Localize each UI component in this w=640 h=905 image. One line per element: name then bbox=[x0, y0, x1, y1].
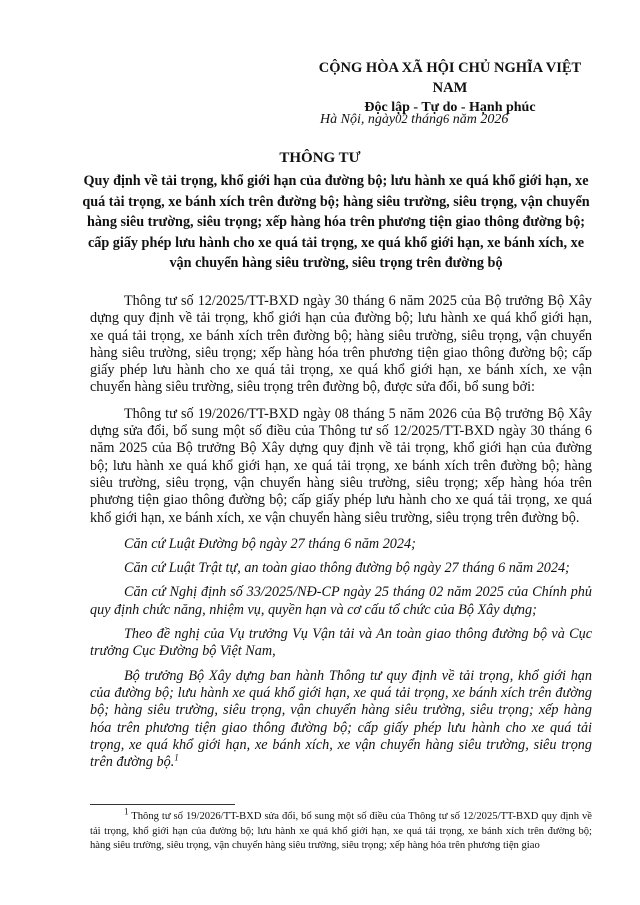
proposal-statement: Theo đề nghị của Vụ trưởng Vụ Vận tải và An toàn giao thông đường bộ và Cục trưởng Cục Đường bộ Việt Nam, bbox=[90, 626, 592, 660]
issuance-text: Bộ trưởng Bộ Xây dựng ban hành Thông tư quy định về tải trọng, khổ giới hạn của đường bộ; lưu hành xe quá khổ giới hạn, xe quá tải trọng, xe bánh xích trên đường bộ; hàng siêu trường, siêu trọng, vận chuyển hàng siêu trường, siêu trọng; xếp hàng hóa trên phương tiện giao thông đường bộ; cấp giấy phép lưu hành cho xe quá tải trọng, xe quá khổ giới hạn, xe bánh xích, xe vận chuyển hàng siêu trường, siêu trọng trên đường bộ. bbox=[90, 667, 592, 771]
paragraph-amending-circular: Thông tư số 19/2026/TT-BXD ngày 08 tháng 5 năm 2026 của Bộ trưởng Bộ Xây dựng sửa đổi, bổ sung một số điều của Thông tư số 12/2025/TT-BXD ngày 30 tháng 6 năm 2025 của Bộ trưởng Bộ Xây dựng quy định về tải trọng, khổ giới hạn của đường bộ; lưu hành xe quá khổ giới hạn, xe quá tải trọng, xe bánh xích trên đường bộ; hàng siêu trường, siêu trọng, vận chuyển hàng siêu trường, siêu trọng; xếp hàng hóa trên phương tiện giao thông đường bộ; cấp giấy phép lưu hành cho xe quá tải trọng, xe quá khổ giới hạn, xe bánh xích, xe vận chuyển hàng siêu trường, siêu trọng trên đường bộ. bbox=[90, 405, 592, 526]
paragraph-original-circular: Thông tư số 12/2025/TT-BXD ngày 30 tháng 6 năm 2025 của Bộ trưởng Bộ Xây dựng quy định về tải trọng, khổ giới hạn của đường bộ; lưu hành xe quá khổ giới hạn, xe quá tải trọng, xe bánh xích trên đường bộ; hàng siêu trường, siêu trọng, vận chuyển hàng siêu trường, siêu trọng; xếp hàng hóa trên phương tiện giao thông đường bộ; cấp giấy phép lưu hành cho xe quá tải trọng, xe quá khổ giới hạn, xe bánh xích, xe vận chuyển hàng siêu trường, siêu trọng trên đường bộ, được sửa đổi, bổ sung bởi: bbox=[90, 293, 592, 396]
legal-basis-traffic-law: Căn cứ Luật Trật tự, an toàn giao thông đường bộ ngày 27 tháng 6 năm 2024; bbox=[124, 560, 570, 577]
issuance-statement bbox=[90, 668, 592, 772]
date-year: năm 2026 bbox=[452, 112, 509, 127]
date-prefix: Hà Nội, ngày bbox=[320, 112, 396, 127]
footnote-divider bbox=[90, 804, 235, 805]
country-name: CỘNG HÒA XÃ HỘI CHỦ NGHĨA VIỆT NAM bbox=[318, 60, 582, 96]
footnote-reference[interactable]: 1 bbox=[174, 752, 179, 763]
footnote-text: Thông tư số 19/2026/TT-BXD sửa đổi, bổ sung một số điều của Thông tư số 12/2025/TT-BXD quy định về tải trọng, khổ giới hạn của đường bộ; lưu hành xe quá khổ giới hạn, xe quá tải trọng, xe bánh xích trên đường bộ; hàng siêu trường, siêu trọng, vận chuyển hàng siêu trường, siêu trọng; xếp hàng hóa trên phương tiện giao bbox=[90, 811, 592, 852]
footnote-marker: 1 bbox=[124, 806, 129, 817]
document-subject: Quy định về tải trọng, khổ giới hạn của đường bộ; lưu hành xe quá khổ giới hạn, xe quá tải trọng, xe bánh xích trên đường bộ; hàng siêu trường, siêu trọng, vận chuyển hàng siêu trường, siêu trọng; xếp hàng hóa trên phương tiện giao thông đường bộ; cấp giấy phép lưu hành cho xe quá tải trọng, xe quá khổ giới hạn, xe bánh xích, xe vận chuyển hàng siêu trường, siêu trọng trên đường bộ bbox=[82, 173, 590, 272]
legal-basis-decree: Căn cứ Nghị định số 33/2025/NĐ-CP ngày 25 tháng 02 năm 2025 của Chính phủ quy định chức năng, nhiệm vụ, quyền hạn và cơ cấu tổ chức của Bộ Xây dựng; bbox=[90, 584, 592, 618]
document-body bbox=[90, 293, 592, 780]
national-motto: Độc lập - Tự do - Hạnh phúc bbox=[364, 100, 536, 115]
date-day: 02 bbox=[395, 112, 408, 126]
document-title: THÔNG TƯ bbox=[279, 150, 361, 166]
issue-date bbox=[320, 112, 508, 128]
footnote bbox=[90, 806, 592, 854]
date-month-label: tháng bbox=[411, 112, 443, 127]
legal-basis-road-law: Căn cứ Luật Đường bộ ngày 27 tháng 6 năm 2024; bbox=[124, 535, 416, 552]
date-month: 6 bbox=[442, 112, 450, 126]
national-header bbox=[300, 58, 600, 118]
